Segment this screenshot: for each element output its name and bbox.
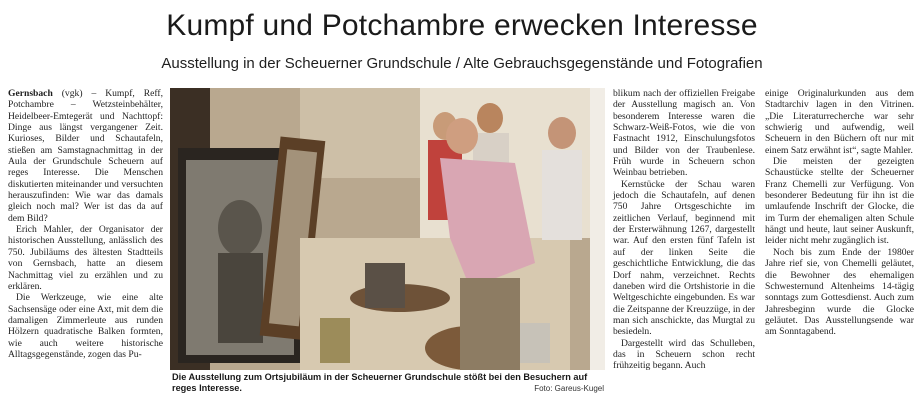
article-column-1 [8,88,163,360]
article-column-3 [765,88,914,338]
headline: Kumpf und Potchambre erwecken Interesse [166,9,758,42]
photo-credit: Foto: Gareus-Kugel [534,384,604,393]
photo-caption [172,372,604,394]
paragraph: Noch bis zum Ende der 1980er Jahre rief sie, von Chemelli geläutet, die Bewohner des ehemaligen Schwesternund Altenheims 14-tägig sonntags zum Gottesdienst. Auch zum Jahresbeginn wurde die Glocke geläutet. Das Ausstellungsende war am Sonntagabend. [765,246,914,338]
dateline: Gernsbach [8,88,53,99]
paragraph [8,88,163,224]
byline: (vgk) [61,88,83,99]
exhibition-photo [170,88,605,370]
subheadline: Ausstellung in der Scheuerner Grundschule / Alte Gebrauchsgegenstände und Fotografien [161,55,763,72]
paragraph-text: – Kumpf, Reff, Potchambre – Wetzsteinbehälter, Heidelbeer-Emtegerät und Nachttopf: Dinge aus längst vergangener Zeit. Kurioses, Bilder und Schautafeln, stießen am Samstagnachmittag in der Aula der Grundschule Scheuern auf reges Interesse. Die Menschen diskutierten miteinander und versuchten herauszufinden: Wie war das damals gleich noch mal? Wer ist das da auf dem Bild? [8,88,163,224]
article-column-2 [613,88,755,372]
photo-illustration [170,88,605,370]
paragraph: Kernstücke der Schau waren jedoch die Schautafeln, auf denen 750 Jahre Ortsgeschichte im zeitlichen Verlauf, beginnend mit der Ersterwähnung 1267, dargestellt war. Auf den ersten fünf Tafeln ist auf der linken Seite die geschichtliche Entwicklung, die das Dorf nahm, verzeichnet. Rechts daneben wird die Ortshistorie in die Weltgeschichte eingebunden. Es war die Zeitspanne der Kreuzzüge, in der man sich anschickte, das Murgtal zu besiedeln. [613,178,755,338]
paragraph: Erich Mahler, der Organisator der historischen Ausstellung, anlässlich des 750. Jubiläums des ältesten Stadtteils von Gernsbach, hatte an diesem Nachmittag viel zu erzählen und zu erklären. [8,224,163,292]
caption-text: Die Ausstellung zum Ortsjubiläum in der Scheuerner Grundschule stößt bei den Besuchern auf reges Interesse. [172,372,588,393]
paragraph: Dargestellt wird das Schulleben, das in Scheuern schon recht frühzeitig begann. Auch [613,337,755,372]
paragraph: Die meisten der gezeigten Schaustücke stellte der Scheuerner Franz Chemelli zur Verfügung. Von besonderer Bedeutung für ihn ist die umlaufende Inschrift der Glocke, die im Turm der ehemaligen alten Schule hängt und heute, laut seiner Auskunft, leider nicht mehr zugänglich ist. [765,156,914,247]
paragraph: einige Originalurkunden aus dem Stadtarchiv lagen in den Vitrinen. „Die Literaturrecherche war sehr schwierig und aufwendig, weil Scheuern in den Büchern oft nur mit einem Satz erwähnt ist“, sagte Mahler. [765,88,914,156]
paragraph: Die Werkzeuge, wie eine alte Sachsensäge oder eine Axt, mit dem die damaligen Zimmerleute aus runden Hölzern quadratische Balken formten, wie auch weitere historische Alltagsgegenstände, zogen das Pu- [8,292,163,360]
paragraph: blikum nach der offiziellen Freigabe der Ausstellung magisch an. Von besonderem Interesse waren die Schwarz-Weiß-Fotos, wie die von Fastnacht 1912, Einschulungsfotos und Bilder von der Traubenlese. Früh wurde in Scheuern schon Weinbau betrieben. [613,88,755,179]
